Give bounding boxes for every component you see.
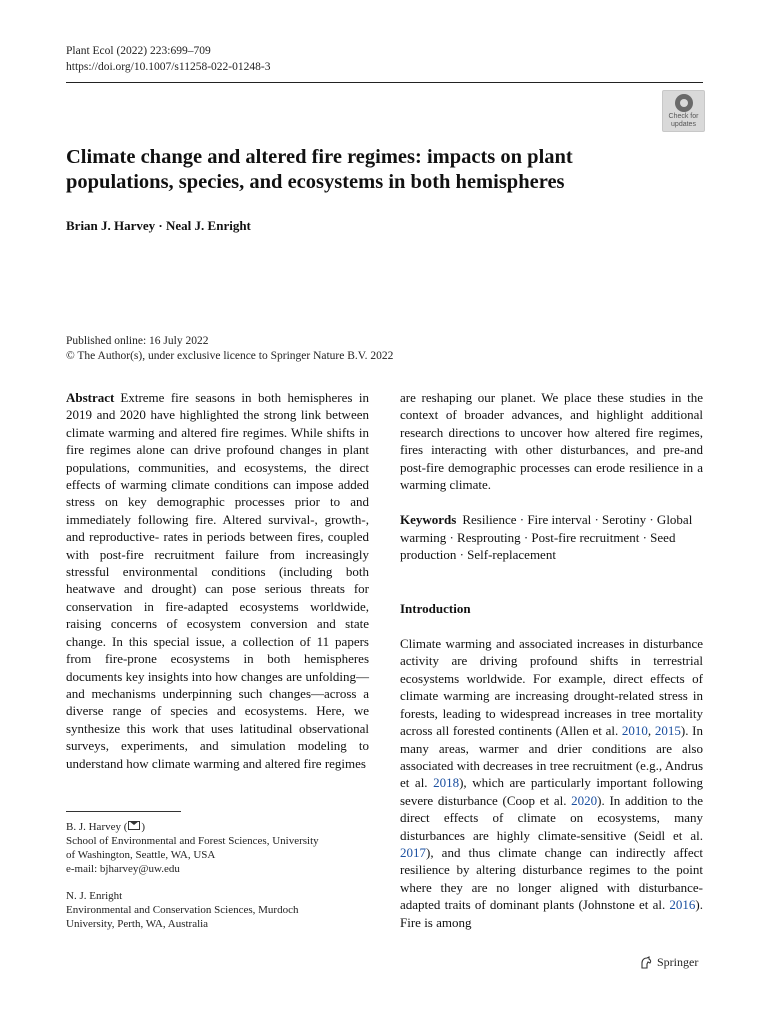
citation-link[interactable]: 2018 — [433, 775, 460, 791]
journal-header — [66, 43, 270, 75]
publisher-name: Springer — [657, 955, 699, 969]
keywords-label: Keywords — [400, 512, 457, 528]
section-heading-introduction: Introduction — [400, 600, 471, 616]
published-date: Published online: 16 July 2022 — [66, 335, 209, 347]
article-title — [66, 145, 666, 195]
author-name-text: B. J. Harvey ( — [66, 821, 128, 833]
springer-horse-icon — [639, 956, 653, 970]
doi-link[interactable]: https://doi.org/10.1007/s11258-022-01248-3 — [66, 61, 271, 73]
journal-citation: Plant Ecol (2022) 223:699–709 — [66, 45, 211, 57]
abstract-label: Abstract — [66, 390, 115, 405]
citation-link[interactable]: 2016 — [669, 897, 696, 913]
affiliation-line: Environmental and Conservation Sciences, Murdoch — [66, 904, 299, 916]
introduction-paragraph — [400, 635, 703, 931]
affiliation-harvey — [66, 820, 319, 876]
keywords-text: Resilience · Fire interval · Serotiny · Global warming · Resprouting · Post-fire recruitment · Seed production · Self-replacement — [400, 512, 693, 563]
title-line-1: Climate change and altered fire regimes: impacts on plant — [66, 146, 573, 168]
publisher-logo — [639, 955, 698, 970]
affiliation-enright — [66, 889, 298, 931]
author-email[interactable]: e-mail: bjharvey@uw.edu — [66, 863, 180, 875]
citation-link[interactable]: 2010 — [621, 723, 648, 739]
citation-link[interactable]: 2017 — [400, 844, 426, 860]
right-column — [400, 389, 703, 931]
publication-info — [66, 334, 393, 364]
badge-label-2: updates — [671, 120, 696, 128]
left-column — [66, 389, 369, 772]
author-name-enright: N. J. Enright — [66, 890, 123, 902]
check-for-updates-button[interactable] — [662, 90, 705, 132]
badge-label-1: Check for — [668, 113, 699, 120]
header-rule — [66, 82, 703, 83]
title-line-2: populations, species, and ecosystems in both hemispheres — [66, 171, 565, 193]
intro-text: ). Fire is among — [400, 897, 703, 930]
footnote-rule — [66, 811, 181, 812]
affiliation-line: of Washington, Seattle, WA, USA — [66, 849, 216, 861]
keywords-block — [400, 511, 703, 563]
author-list: Brian J. Harvey · Neal J. Enright — [66, 218, 251, 233]
affiliation-line: School of Environmental and Forest Sciences, University — [66, 835, 319, 847]
intro-text: ). In many areas, warmer and drier conditions are also associated with decreases in tree recruitment (e.g., Andrus et al. — [400, 723, 703, 791]
intro-text: ), which are particularly important following severe disturbance (Coop et al. — [400, 775, 704, 808]
copyright-notice: © The Author(s), under exclusive licence to Springer Nature B.V. 2022 — [66, 350, 394, 362]
abstract-continued: are reshaping our planet. We place these studies in the context of broader advances, and highlight additional research directions to uncover how altered fire regimes, fires interacting with other disturbances, and pre-and post-fire demographic processes can erode resilience in a warming climate. — [400, 390, 703, 493]
envelope-icon[interactable] — [128, 821, 140, 830]
check-for-updates-icon — [675, 94, 693, 112]
abstract-text: Extreme fire seasons in both hemispheres in 2019 and 2020 have highlighted the strong link between climate warming and altered fire regimes. While shifts in fire regimes alone can drive profound changes in plant populations, communities, and ecosystems, the direct effects of warming climate conditions can impose added stress on key demographic processes prior to and immediately following fire. Altered survival-, growth-, and reproductive- rates in periods between fires, coupled with post-fire recruitment failure from increasingly stressful environmental conditions (including both heatwave and drought) can pose serious threats for conservation in fire-adapted ecosystems worldwide, raising concerns of ecosystem conversion and state change. In this special issue, a collection of 11 papers from fire-prone ecosystems in both hemispheres documents key insights into how changes are unfolding—and mechanisms underpinning such changes—across a diverse range of species and ecosystems. Here, we synthesize this work that uses latitudinal observational surveys, experiments, and simulation modeling to understand how climate warming and altered fire regimes — [66, 390, 369, 771]
intro-text: , — [647, 723, 655, 739]
author-name-harvey — [66, 820, 319, 834]
author-name-text-end: ) — [141, 821, 146, 833]
affiliation-line: University, Perth, WA, Australia — [66, 918, 209, 930]
intro-text: ). In addition to the direct effects of climate on ecosystems, many disturbances are highly climate-sensitive (Seidl et al. — [400, 792, 703, 843]
citation-link[interactable]: 2015 — [654, 723, 681, 739]
intro-text: ), and thus climate change can indirectly affect resilience by altering disturbance regimes to the point where they are no longer aligned with disturbance-adapted traits of dominant plants (Johnstone et al. — [400, 844, 703, 913]
intro-text: Climate warming and associated increases in disturbance activity are driving profound shifts in terrestrial ecosystems worldwide. For example, direct effects of climate warming are increasing drought-related stress in forests, leading to widespread increases in tree mortality across all forested continents (Allen et al. — [400, 636, 703, 739]
citation-link[interactable]: 2020 — [571, 792, 598, 808]
